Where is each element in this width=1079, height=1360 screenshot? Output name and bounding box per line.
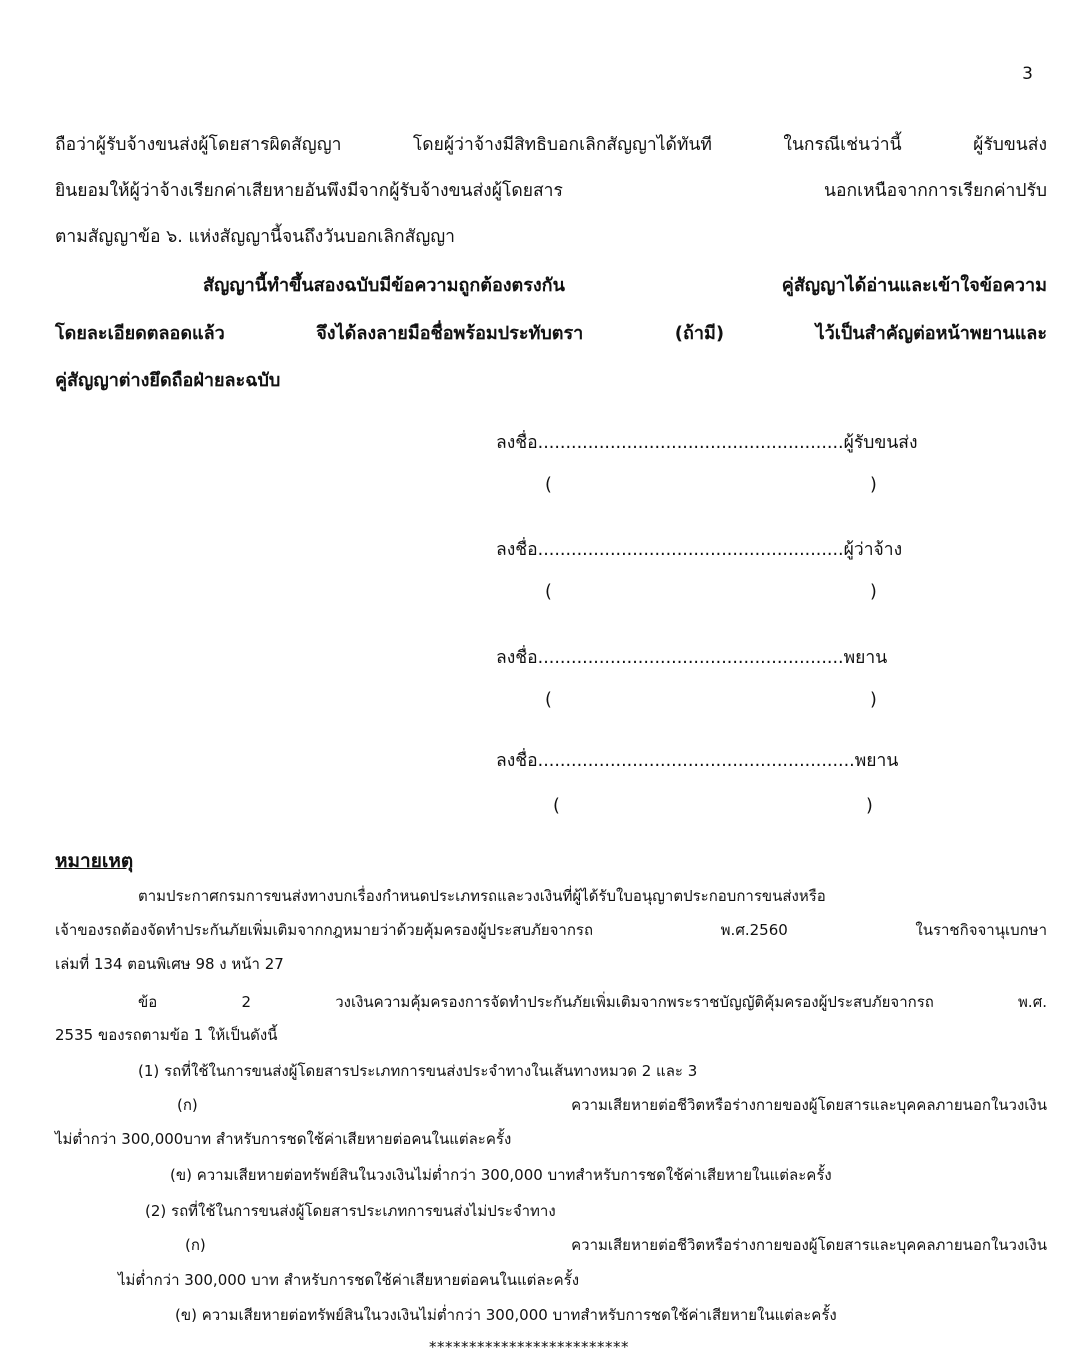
note-line: (ก) ความเสียหายต่อชีวิตหรือร่างกายของผู้โดยสารและบุคคลภายนอกในวงเงิน [185, 1236, 1047, 1254]
signature-line-contractor: ลงชื่อ.......................................................ผู้รับขนส่ง [496, 433, 918, 453]
signature-line-employer: ลงชื่อ.......................................................ผู้ว่าจ้าง [496, 540, 903, 560]
signature-name-open-paren: ( [553, 796, 560, 816]
para2-line-1: สัญญานี้ทำขึ้นสองฉบับมีข้อความถูกต้องตรงกัน คู่สัญญาได้อ่านและเข้าใจข้อความ [203, 275, 1047, 296]
note-line: เจ้าของรถต้องจัดทำประกันภัยเพิ่มเติมจากกฎหมายว่าด้วยคุ้มครองผู้ประสบภัยจากรถ พ.ศ.2560 ในราชกิจจานุเบกษา [55, 921, 1047, 939]
note-line: ข้อ 2 วงเงินความคุ้มครองการจัดทำประกันภัยเพิ่มเติมจากพระราชบัญญัติคุ้มครองผู้ประสบภัยจากรถ พ.ศ. [138, 993, 1047, 1011]
signature-name-open-paren: ( [545, 475, 552, 495]
signature-name-open-paren: ( [545, 582, 552, 602]
note-line: (2) รถที่ใช้ในการขนส่งผู้โดยสารประเภทการขนส่งไม่ประจำทาง [145, 1202, 556, 1220]
signature-name-close-paren: ) [870, 582, 877, 602]
note-line: (1) รถที่ใช้ในการขนส่งผู้โดยสารประเภทการขนส่งประจำทางในเส้นทางหมวด 2 และ 3 [138, 1062, 698, 1080]
signature-name-close-paren: ) [870, 475, 877, 495]
para2-line-2: โดยละเอียดตลอดแล้ว จึงได้ลงลายมือชื่อพร้อมประทับตรา (ถ้ามี) ไว้เป็นสำคัญต่อหน้าพยานและ [55, 323, 1047, 344]
note-line: (ข) ความเสียหายต่อทรัพย์สินในวงเงินไม่ต่ำกว่า 300,000 บาทสำหรับการชดใช้ค่าเสียหายในแต่ละครั้ง [170, 1166, 832, 1184]
para1-line-3: ตามสัญญาข้อ ๖. แห่งสัญญานี้จนถึงวันบอกเลิกสัญญา [55, 227, 455, 247]
note-line: เล่มที่ 134 ตอนพิเศษ 98 ง หน้า 27 [55, 955, 284, 973]
signature-name-open-paren: ( [545, 690, 552, 710]
note-line: 2535 ของรถตามข้อ 1 ให้เป็นดังนี้ [55, 1026, 278, 1044]
end-marker: ************************* [429, 1338, 629, 1356]
note-title: หมายเหตุ [55, 850, 134, 872]
note-line: ไม่ต่ำกว่า 300,000บาท สำหรับการชดใช้ค่าเสียหายต่อคนในแต่ละครั้ง [55, 1130, 512, 1148]
signature-name-close-paren: ) [870, 690, 877, 710]
note-line: ไม่ต่ำกว่า 300,000 บาท สำหรับการชดใช้ค่าเสียหายต่อคนในแต่ละครั้ง [118, 1271, 580, 1289]
note-line: (ก) ความเสียหายต่อชีวิตหรือร่างกายของผู้โดยสารและบุคคลภายนอกในวงเงิน [177, 1096, 1047, 1114]
page-number: 3 [1022, 64, 1033, 84]
para1-line-1: ถือว่าผู้รับจ้างขนส่งผู้โดยสารผิดสัญญา โดยผู้ว่าจ้างมีสิทธิบอกเลิกสัญญาได้ทันที ในกรณีเช่นว่านี้ ผู้รับขนส่ง [55, 135, 1047, 155]
signature-line-witness-2: ลงชื่อ.........................................................พยาน [496, 751, 899, 771]
note-line: (ข) ความเสียหายต่อทรัพย์สินในวงเงินไม่ต่ำกว่า 300,000 บาทสำหรับการชดใช้ค่าเสียหายในแต่ละครั้ง [175, 1306, 837, 1324]
note-line: ตามประกาศกรมการขนส่งทางบกเรื่องกำหนดประเภทรถและวงเงินที่ผู้ได้รับใบอนุญาตประกอบการขนส่งหรือ [138, 887, 826, 905]
para2-line-3: คู่สัญญาต่างยึดถือฝ่ายละฉบับ [55, 370, 281, 391]
para1-line-2: ยินยอมให้ผู้ว่าจ้างเรียกค่าเสียหายอันพึงมีจากผู้รับจ้างขนส่งผู้โดยสาร นอกเหนือจากการเรียกค่าปรับ [55, 181, 1047, 201]
signature-name-close-paren: ) [866, 796, 873, 816]
signature-line-witness-1: ลงชื่อ.......................................................พยาน [496, 648, 888, 668]
